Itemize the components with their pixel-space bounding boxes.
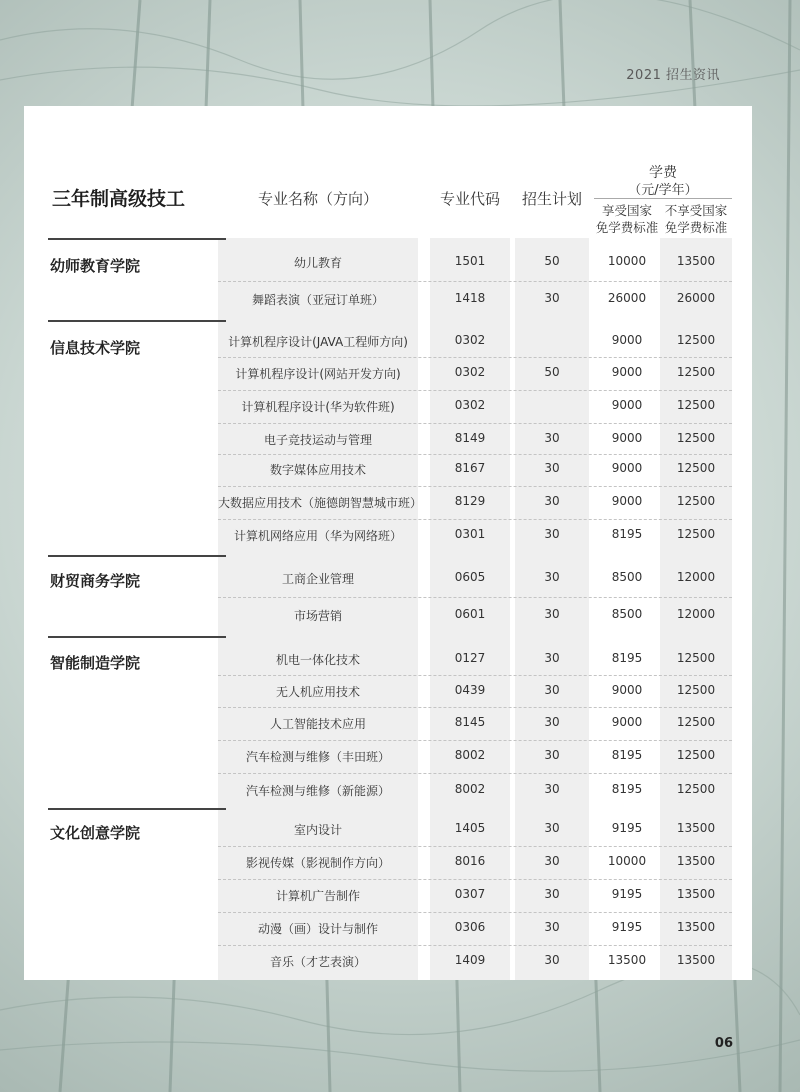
cell-code: 1405 [454, 821, 486, 835]
cell-plan: 30 [544, 715, 560, 729]
cell-code: 8002 [454, 748, 486, 762]
cell-name: 计算机程序设计(华为软件班) [241, 400, 395, 414]
cell-code: 1418 [454, 291, 486, 305]
cell-fee-nonfree: 26000 [676, 291, 716, 305]
fee-nonfree-line2: 免学费标准 [664, 220, 728, 235]
page-title: 三年制高级技工 [52, 188, 186, 210]
group-divider [48, 238, 226, 240]
row-divider [218, 846, 732, 847]
group-divider [48, 320, 226, 322]
row-divider [218, 773, 732, 774]
col-header-fee-free [594, 202, 660, 236]
cell-code: 8016 [454, 854, 486, 868]
cell-fee-free: 9000 [611, 683, 643, 697]
cell-fee-free: 9000 [611, 494, 643, 508]
cell-code: 1501 [454, 254, 486, 268]
cell-fee-free: 9195 [611, 821, 643, 835]
cell-name: 市场营销 [293, 609, 342, 623]
cell-name: 舞蹈表演（亚冠订单班） [251, 293, 384, 307]
cell-name: 影视传媒（影视制作方向） [245, 856, 390, 870]
cell-name: 大数据应用技术（施德朗智慧城市班） [218, 496, 423, 510]
fee-free-line1: 享受国家 [601, 203, 652, 218]
cell-fee-free: 9000 [611, 461, 643, 475]
cell-code: 0302 [454, 398, 486, 412]
cell-code: 0306 [454, 920, 486, 934]
group-title: 幼师教育学院 [50, 257, 141, 275]
cell-name: 计算机程序设计(网站开发方向) [235, 367, 401, 381]
cell-name: 数字媒体应用技术 [269, 463, 366, 477]
cell-fee-free: 8500 [611, 607, 643, 621]
fee-header-divider [594, 198, 732, 199]
group-divider [48, 636, 226, 638]
cell-fee-nonfree: 13500 [676, 254, 716, 268]
cell-plan: 30 [544, 887, 560, 901]
cell-name: 室内设计 [293, 823, 342, 837]
cell-fee-nonfree: 13500 [676, 953, 716, 967]
cell-name: 人工智能技术应用 [269, 717, 366, 731]
cell-code: 8145 [454, 715, 486, 729]
cell-code: 0605 [454, 570, 486, 584]
cell-name: 机电一体化技术 [275, 653, 360, 667]
cell-code: 0307 [454, 887, 486, 901]
row-divider [218, 423, 732, 424]
cell-code: 0127 [454, 651, 486, 665]
cell-fee-nonfree: 12500 [676, 715, 716, 729]
cell-fee-free: 9000 [611, 431, 643, 445]
cell-fee-nonfree: 12500 [676, 782, 716, 796]
enrollment-card [24, 106, 752, 980]
col-header-name: 专业名称（方向） [257, 190, 378, 208]
cell-fee-free: 8500 [611, 570, 643, 584]
cell-fee-free: 13500 [607, 953, 647, 967]
col-header-code: 专业代码 [439, 190, 500, 208]
cell-fee-nonfree: 12500 [676, 748, 716, 762]
group-divider [48, 808, 226, 810]
cell-plan: 30 [544, 494, 560, 508]
row-divider [218, 945, 732, 946]
fee-free-line2: 免学费标准 [595, 220, 659, 235]
cell-code: 1409 [454, 953, 486, 967]
cell-fee-nonfree: 13500 [676, 887, 716, 901]
group-divider [48, 555, 226, 557]
row-divider [218, 519, 732, 520]
col-header-plan: 招生计划 [521, 190, 582, 208]
cell-fee-nonfree: 12000 [676, 570, 716, 584]
cell-fee-nonfree: 12500 [676, 494, 716, 508]
row-divider [218, 597, 732, 598]
cell-fee-free: 8195 [611, 748, 643, 762]
cell-code: 0302 [454, 365, 486, 379]
group-title: 文化创意学院 [50, 824, 141, 842]
row-divider [218, 740, 732, 741]
cell-fee-nonfree: 12500 [676, 333, 716, 347]
page-number: 06 [714, 1036, 733, 1051]
cell-plan: 30 [544, 854, 560, 868]
cell-plan: 30 [544, 748, 560, 762]
cell-fee-nonfree: 12000 [676, 607, 716, 621]
cell-fee-nonfree: 12500 [676, 651, 716, 665]
cell-fee-free: 10000 [607, 854, 647, 868]
col-header-fee-nonfree [660, 202, 732, 236]
cell-name: 幼儿教育 [293, 256, 342, 270]
cell-fee-free: 9000 [611, 365, 643, 379]
col-header-fee-unit: （元/学年） [628, 183, 698, 198]
cell-plan: 30 [544, 607, 560, 621]
cell-fee-nonfree: 13500 [676, 854, 716, 868]
group-title: 信息技术学院 [50, 339, 141, 357]
row-divider [218, 454, 732, 455]
cell-plan: 30 [544, 821, 560, 835]
cell-plan: 30 [544, 527, 560, 541]
cell-name: 工商企业管理 [281, 572, 354, 586]
row-divider [218, 486, 732, 487]
row-divider [218, 390, 732, 391]
cell-fee-free: 9195 [611, 887, 643, 901]
cell-plan: 50 [544, 254, 560, 268]
header-tag: 2021 招生资讯 [626, 68, 720, 83]
cell-name: 计算机程序设计(JAVA工程师方向) [228, 335, 408, 349]
cell-plan: 30 [544, 291, 560, 305]
cell-plan: 50 [544, 365, 560, 379]
cell-fee-free: 8195 [611, 651, 643, 665]
cell-plan: 30 [544, 651, 560, 665]
cell-fee-nonfree: 13500 [676, 920, 716, 934]
row-divider [218, 281, 732, 282]
cell-name: 计算机网络应用（华为网络班） [233, 529, 402, 543]
cell-name: 汽车检测与维修（新能源） [245, 784, 390, 798]
row-divider [218, 879, 732, 880]
fee-nonfree-line1: 不享受国家 [664, 203, 728, 218]
group-title: 财贸商务学院 [50, 572, 141, 590]
cell-code: 8129 [454, 494, 486, 508]
cell-name: 音乐（才艺表演） [269, 955, 366, 969]
group-title: 智能制造学院 [50, 654, 141, 672]
cell-fee-nonfree: 12500 [676, 365, 716, 379]
cell-fee-free: 8195 [611, 782, 643, 796]
cell-plan: 30 [544, 920, 560, 934]
cell-code: 0302 [454, 333, 486, 347]
row-divider [218, 357, 732, 358]
cell-name: 计算机广告制作 [275, 889, 360, 903]
cell-fee-nonfree: 12500 [676, 461, 716, 475]
col-header-fee: 学费 [649, 165, 677, 181]
cell-code: 8149 [454, 431, 486, 445]
cell-fee-free: 9000 [611, 715, 643, 729]
row-divider [218, 707, 732, 708]
cell-fee-free: 9000 [611, 398, 643, 412]
cell-code: 8002 [454, 782, 486, 796]
cell-fee-nonfree: 13500 [676, 821, 716, 835]
cell-plan: 30 [544, 683, 560, 697]
row-divider [218, 912, 732, 913]
cell-fee-free: 9195 [611, 920, 643, 934]
cell-fee-nonfree: 12500 [676, 431, 716, 445]
cell-fee-free: 26000 [607, 291, 647, 305]
cell-plan: 30 [544, 782, 560, 796]
cell-name: 电子竞技运动与管理 [263, 433, 372, 447]
cell-plan: 30 [544, 431, 560, 445]
cell-fee-free: 9000 [611, 333, 643, 347]
cell-fee-nonfree: 12500 [676, 527, 716, 541]
cell-code: 8167 [454, 461, 486, 475]
cell-code: 0601 [454, 607, 486, 621]
cell-fee-nonfree: 12500 [676, 683, 716, 697]
cell-plan: 30 [544, 570, 560, 584]
row-divider [218, 675, 732, 676]
cell-plan: 30 [544, 461, 560, 475]
cell-name: 无人机应用技术 [275, 685, 360, 699]
cell-code: 0439 [454, 683, 486, 697]
cell-code: 0301 [454, 527, 486, 541]
cell-name: 汽车检测与维修（丰田班） [245, 750, 390, 764]
cell-fee-free: 10000 [607, 254, 647, 268]
cell-plan: 30 [544, 953, 560, 967]
cell-fee-nonfree: 12500 [676, 398, 716, 412]
cell-name: 动漫（画）设计与制作 [257, 922, 378, 936]
cell-fee-free: 8195 [611, 527, 643, 541]
